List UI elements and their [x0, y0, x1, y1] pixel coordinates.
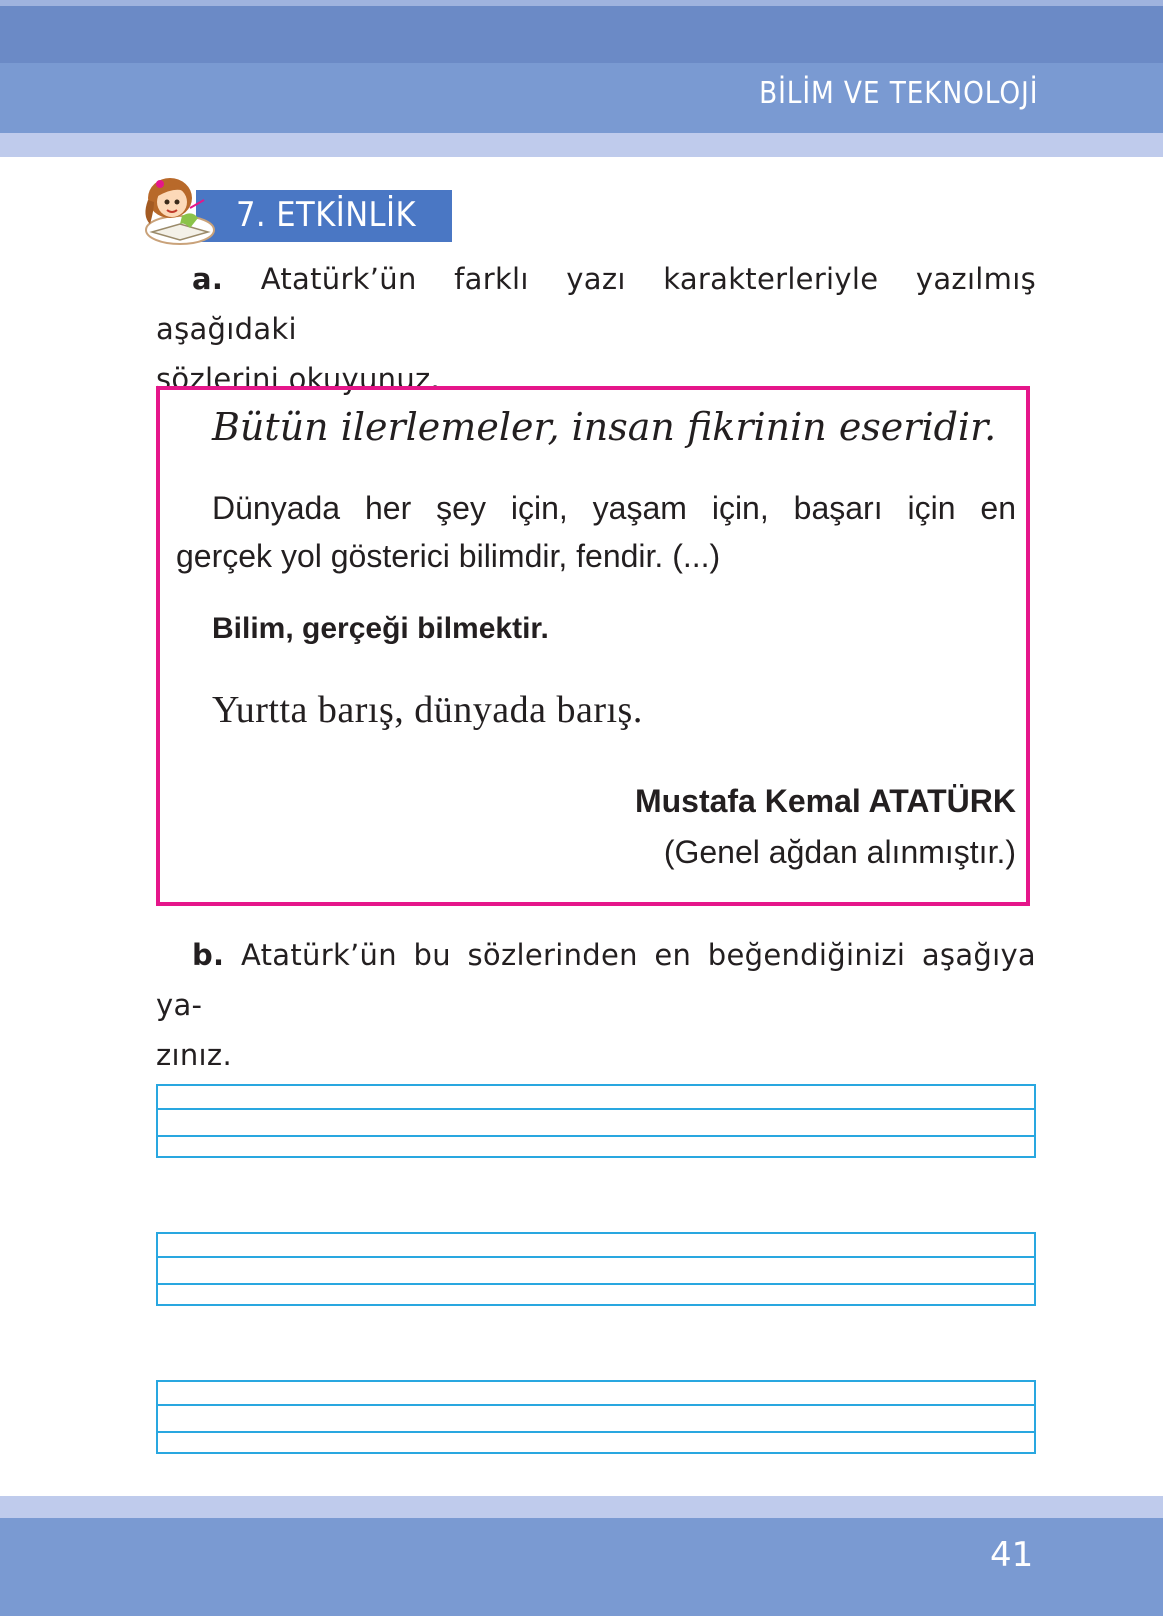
part-b-line-1: Atatürk’ün bu sözlerinden en beğendiğinizi aşağıya ya- [156, 938, 1036, 1022]
footer-band [0, 1518, 1163, 1616]
writing-guide-line [158, 1135, 1034, 1137]
writing-line-2[interactable] [156, 1232, 1036, 1306]
writing-guide-line [158, 1283, 1034, 1285]
part-a-instruction [156, 254, 1036, 404]
writing-guide-line [158, 1108, 1034, 1110]
writing-guide-line [158, 1431, 1034, 1433]
quote-bold-style: Bilim, gerçeği bilmektir. [212, 612, 549, 645]
girl-reading-mascot-icon [140, 170, 220, 248]
quote-2-line-2: gerçek yol gösterici bilimdir, fendir. (...) [176, 538, 721, 574]
part-a-letter: a. [192, 262, 224, 296]
header-light-strip [0, 133, 1163, 157]
quote-2-line-1: Dünyada her şey için, yaşam için, başarı için en [212, 490, 1016, 526]
quotes-box [156, 386, 1030, 906]
part-a-line-2: sözlerini okuyunuz. [156, 362, 441, 396]
part-b-letter: b. [192, 938, 225, 972]
activity-title: 7. ETKİNLİK [236, 195, 417, 235]
quote-script-style: Bütün ilerlemeler, insan fikrinin eseridir. [212, 405, 997, 449]
quote-regular-style [176, 484, 1016, 580]
quote-author: Mustafa Kemal ATATÜRK [634, 783, 1016, 819]
chapter-title: BİLİM VE TEKNOLOJİ [758, 76, 1038, 111]
quote-typewriter-style: Yurtta barış, dünyada barış. [212, 689, 643, 731]
writing-guide-line [158, 1256, 1034, 1258]
quote-source: (Genel ağdan alınmıştır.) [663, 834, 1016, 870]
writing-line-1[interactable] [156, 1084, 1036, 1158]
part-b-line-2: zınız. [156, 1038, 232, 1072]
part-a-line-1: Atatürk’ün farklı yazı karakterleriyle yazılmış aşağıdaki [156, 262, 1036, 346]
page-number: 41 [990, 1535, 1034, 1575]
part-b-instruction [156, 930, 1036, 1080]
writing-guide-line [158, 1404, 1034, 1406]
header-dark-band [0, 6, 1163, 63]
writing-line-3[interactable] [156, 1380, 1036, 1454]
footer-light-strip [0, 1496, 1163, 1518]
